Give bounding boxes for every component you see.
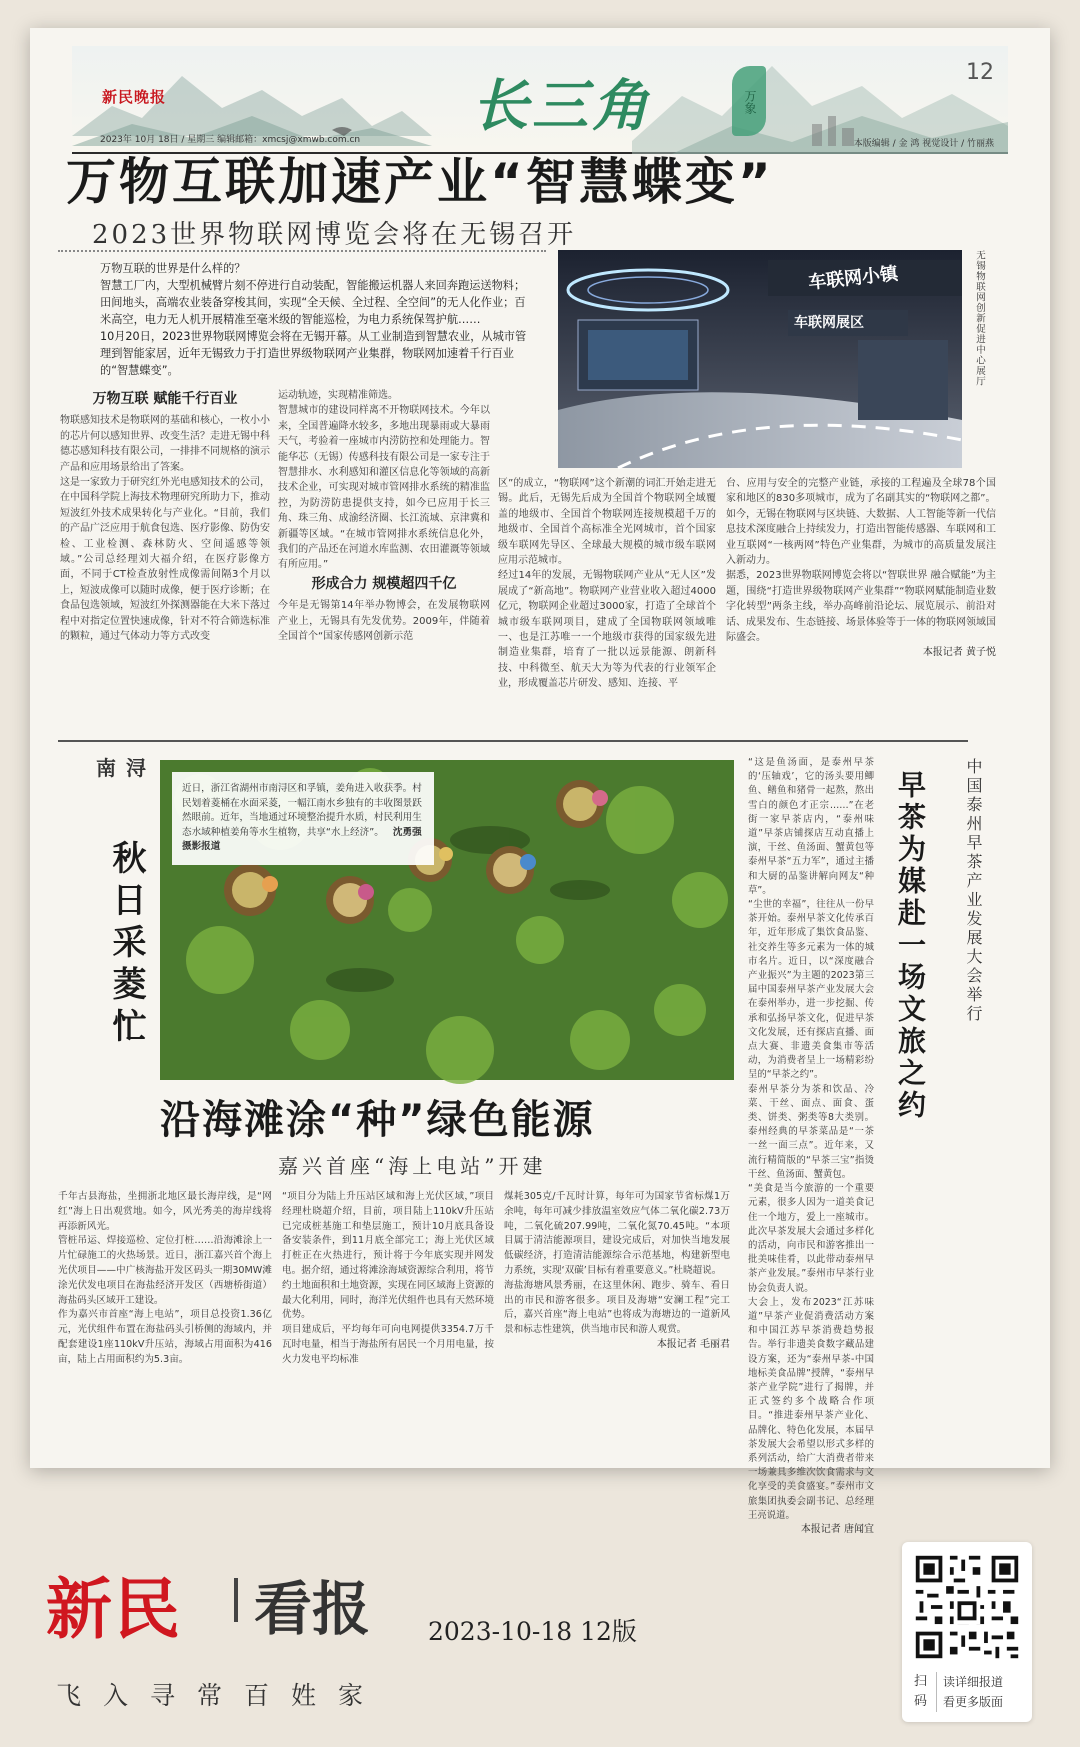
photo-credit: 沈勇强 摄影报道 bbox=[182, 826, 422, 853]
column-text: 千年古县海盐，坐拥浙北地区最长海岸线，是“网红”海上日出观赏地。如今，风光秀美的海岸线将再添新风光。 管桩吊运、焊接巡检、定位打桩……沿海滩涂上一片忙碌施工的火热场景。近日，浙江嘉兴首个海上光伏项目——中广核海盐开发区码头一期30MW滩涂光伏发电项目在海盐经济开发区（西塘桥街道）海盐码头区域开工建设。 作为嘉兴市首座“海上电站”，项目总投资1.36亿元，光伏组件布置在海盐码头引桥侧的海域内，并配套建设1座110kV升压站，海域占用面积为416亩，陆上占用面积约为5.3亩。 bbox=[58, 1191, 272, 1365]
main-headline: 万物互联加速产业“智慧蝶变” bbox=[66, 153, 774, 211]
article-column-4 bbox=[726, 476, 996, 728]
tea-article-title: 早茶为媒赴一场文旅之约 bbox=[894, 770, 927, 1122]
page-number: 12 bbox=[966, 60, 994, 85]
article-column-3 bbox=[498, 476, 716, 728]
car-network-town-sign: 车联网小镇 bbox=[807, 263, 900, 294]
footer-issue-date: 2023-10-18 12版 bbox=[428, 1617, 637, 1646]
tea-article-column bbox=[748, 756, 874, 1535]
car-network-zone-sign: 车联网展区 bbox=[794, 315, 864, 331]
column-text: “这是鱼汤面，是泰州早茶的‘压轴戏’，它的汤头要用鲫鱼、鳝鱼和猪骨一起熬，熬出雪白的颜色才正宗……”在老街一家早茶店内，“泰州味道”早茶店铺探店互动直播上演，干丝、鱼汤面、蟹黄包等泰州早茶“五力军”，通过主播和大厨的品鉴讲解向网友“种草”。 “尘世的幸福”，往往从一份早茶开始。泰州早茶文化传承百年，近年形成了集饮食品鉴、社交养生等多元素为一体的城市名片。近日，以“深度融合 产业振兴”为主题的2023第三届中国泰州早茶产业发展大会在泰州举办，进一步挖掘、传承和弘扬早茶文化，促进早茶文化发展，还有探店直播、面点大赛、非遗美食集市等活动，为消费者呈上一场精彩纷呈的“早茶之约”。 泰州早茶分为茶和饮品、冷菜、干丝、面点、面食、蛋类、饼类、粥类等8大类别。泰州经典的早茶菜品是“一茶一丝一面三点”。近年来，又流行精简版的“早茶三宝”指烫干丝、鱼汤面、蟹黄包。 “美食是当今旅游的一个重要元素，很多人因为一道美食记住一个地方，爱上一座城市。此次早茶发展大会通过多样化的活动，向市民和游客推出一批美味佳肴，以此带动泰州早茶产业发展。”泰州市早茶行业协会负责人说。 大会上，发布2023“江苏味道”早茶产业促消费活动方案和中国江苏早茶消费趋势报告。举行非遗美食数字藏品建设方案，还为“泰州早茶-中国地标美食品牌”授牌，“泰州早茶产业学院”进行了揭牌，并正式签约多个战略合作项目。“推进泰州早茶产业化、品牌化、特色化发展，本届早茶发展大会希望以形式多样的系列活动，给广大消费者带来一场兼具多维次饮食需求与文化享受的美食盛宴。”泰州市文旅集团执委会副书记、总经理王亮说道。 bbox=[748, 757, 874, 1521]
byline: 本报记者 唐闻宜 bbox=[800, 1523, 874, 1535]
article-column-2 bbox=[278, 388, 490, 728]
newspaper-page bbox=[30, 28, 1050, 1535]
column-text: 运动轨迹，实现精准筛选。 智慧城市的建设同样离不开物联网技术。今年以来，全国普遍降水较多，多地出现暴雨或大暴雨天气，考验着一座城市内涝防控和处理能力。智能华芯（无锡）传感科技有限公司是一家专注于智慧排水、水利感知和灌区信息化等领域的高新技术企业，可实现对城市管网排水系统的精准监控，为防涝防患提供支持，如今已应用于长三角、珠三角、成渝经济圈、长江流域、京津冀和新疆等区域。“在城市管网排水系统信息化外，我们的产品还在河道水库监测、农田灌溉等领域有所应用。” bbox=[278, 390, 490, 571]
footer-slogan: 飞入寻常百姓家 bbox=[56, 1681, 386, 1710]
solar-column-2 bbox=[282, 1190, 494, 1452]
footer-brand-logo: 新民 bbox=[46, 1571, 182, 1648]
exhibition-hall-photo bbox=[558, 250, 962, 468]
photo-caption: 无锡物联网创新促进中心展厅 bbox=[974, 250, 985, 387]
photo-caption-text: 近日，浙江省湖州市南浔区和孚镇，姜角进入收获季。村民划着菱桶在水面采菱，一幅江南水乡独有的丰收图景跃然眼前。近年，当地通过环境整治提升水质，村民利用生态水域种植姜角等水生植物，共享“水上经济”。 bbox=[182, 783, 422, 838]
masthead bbox=[72, 46, 1008, 154]
solar-headline: 沿海滩涂“种”绿色能源 bbox=[160, 1097, 595, 1143]
footer-kanbao-text: 看报 bbox=[254, 1575, 371, 1643]
footer-divider bbox=[234, 1578, 238, 1622]
photo-story-title: 秋日采菱忙 bbox=[106, 840, 146, 1050]
column-text: 物联感知技术是物联网的基础和核心，一枚小小的芯片何以感知世界、改变生活？走进无锡中科德芯感知科技有限公司，一排排不同规格的演示产品和应用场景给出了答案。 这是一家致力于研究红外光电感知技术的公司，在中国科学院上海技术物理研究所助力下，推动短波红外技术成果转化与产业化。“目前，我们的产品广泛应用于航食包选、医疗影像、防伪安检、工业检测、森林防火、空间遥感等领域。”公司总经理刘大福介绍，在医疗影像方面，不同于CT检查放射性成像需间隔3个月以上，短波成像可以随时成像，便于医疗诊断；在食品包选领域，短波红外探测器能在大米下落过程中对指定位置快速成像，针对不符合筛选标准的颗粒，通过气体动力等方式改变 bbox=[60, 415, 270, 643]
editor-credits: 本版编辑 / 金 鸿 视觉设计 / 竹丽燕 bbox=[853, 139, 994, 149]
section-heading-2: 形成合力 规模超四千亿 bbox=[311, 575, 457, 592]
byline: 本报记者 黄子悦 bbox=[922, 647, 996, 659]
issue-date-line: 2023年 10月 18日 / 星期三 编辑邮箱：xmcsj@xmwb.com.cn bbox=[100, 135, 361, 145]
qr-tip-line-1: 读详细报道 bbox=[943, 1675, 1004, 1689]
solar-column-3 bbox=[504, 1190, 730, 1452]
photo-caption-box bbox=[172, 772, 434, 865]
section-divider bbox=[58, 740, 968, 742]
column-text: 区”的成立，“物联网”这个新潮的词汇开始走进无锡。此后，无锡先后成为全国首个物联网全域覆盖的地级市、全国首个物联网连接规模超千万的地级市、全国首个高标准全光网城市，首个国家级车联网先导区、全球最大规模的城市级车联网应用示范城市。 经过14年的发展，无锡物联网产业从“无人区”发展成了“新高地”。物联网产业营业收入超过4000亿元，物联网企业超过3000家，打造了全球首个城市级车联网项目，建成了全国物联网领域唯一、也是江苏唯一一个地级市获得的国家级先进制造业集群，培育了一批以远景能源、朗新科技、中科微至、航天大为等为代表的行业领军企业，形成覆盖芯片研发、感知、连接、平 bbox=[498, 478, 716, 690]
section-title: 长三角 bbox=[472, 73, 652, 139]
tea-article-subtitle: 中国泰州早茶产业发展大会举行 bbox=[964, 758, 983, 1024]
solar-column-1 bbox=[58, 1190, 272, 1452]
article-column-1 bbox=[60, 388, 270, 728]
column-text: “项目分为陆上升压站区域和海上光伏区域，”项目经理杜晓超介绍，目前，项目陆上110kV升压站已完成桩基施工和垫层施工，预计10月底具备设备安装条件，到11月底全部完工；海上光伏区域打桩正在火热进行，预计将于今年底实现并网发电。据介绍，通过将滩涂海域资源综合利用，将节约土地面积和土地资源，实现在同区域海上资源的最大化利用，同时，海洋光伏组件也具有天然环境优势。 项目建成后，平均每年可向电网提供3354.7万千瓦时电量，相当于海盐所有居民一个月用电量，按火力发电平均标准 bbox=[282, 1191, 494, 1365]
qr-code-icon[interactable] bbox=[912, 1552, 1022, 1662]
scan-label: 扫码 bbox=[914, 1674, 928, 1709]
lead-paragraph: 万物互联的世界是什么样的？ 智慧工厂内，大型机械臂片刻不停进行自动装配，智能搬运机器人来回奔跑运送物料；田间地头，高端农业装备穿梭其间，实现“全天候、全过程、全空间”的无人化作业；百米高空，电力无人机开展精准至毫米级的智能巡检，为电力系统保驾护航…… 10月20日，2023世界物联网博览会将在无锡开幕。从工业制造到智慧农业，从城市管理到智能家居，近年无锡致力于打造世界级物联网产业集群，物联网加速着千行百业的“智慧蝶变”。 bbox=[100, 262, 527, 377]
qr-tip bbox=[936, 1672, 1003, 1712]
ribbon-text: 万象 bbox=[743, 90, 757, 114]
qr-tip-line-2: 看更多版面 bbox=[943, 1695, 1004, 1709]
section-heading-1: 万物互联 赋能千行百业 bbox=[92, 391, 238, 407]
qr-code-card[interactable] bbox=[902, 1542, 1032, 1722]
byline: 本报记者 毛丽君 bbox=[656, 1338, 730, 1350]
column-text: 今年是无锡第14年举办物博会，在发展物联网产业上，无锡具有先发优势。2009年，伴随着全国首个“国家传感网创新示范 bbox=[278, 600, 490, 643]
column-text: 煤耗305克/千瓦时计算，每年可为国家节省标煤1万余吨，每年可减少排放温室效应气体二氧化碳2.73万吨，二氧化硫207.99吨，二氧化氮70.45吨。“本项目属于清洁能源项目，建设完成后，对加快当地发展低碳经济，打造清洁能源综合示范基地，构建新型电力系统，实现‘双碳’目标有着重要意义。”杜晓超说。 海盐海塘风景秀丽，在这里休闲、跑步、骑车、看日出的市民和游客很多。项目及海塘“安澜工程”完工后，嘉兴首座“海上电站”也将成为海塘边的一道新风景和标志性建筑，供当地市民和游人观赏。 bbox=[504, 1191, 730, 1336]
location-label: 南浔 bbox=[96, 756, 156, 780]
solar-subhead: 嘉兴首座“海上电站”开建 bbox=[278, 1154, 547, 1178]
newspaper-logo: 新民晚报 bbox=[102, 88, 167, 106]
column-text: 台、应用与安全的完整产业链，承接的工程遍及全球78个国家和地区的830多项城市，成为了名副其实的“物联网之都”。 如今，无锡在物联网与区块链、大数据、人工智能等新一代信息技术深度融合上持续发力，打造出智能传感器、车联网和工业互联网“一核两网”特色产业集群，为城市的高质量发展注入新动力。 据悉，2023世界物联网博览会将以“智联世界 融合赋能”为主题，围绕“打造世界级物联网产业集群”“物联网赋能制造业数字化转型”两条主线，举办高峰前沿论坛、展览展示、前沿对话、成果发布、生态链接、场景体验等于一体的物联网领域国际盛会。 bbox=[726, 478, 996, 644]
main-subhead: 2023世界物联网博览会将在无锡召开 bbox=[92, 220, 577, 250]
